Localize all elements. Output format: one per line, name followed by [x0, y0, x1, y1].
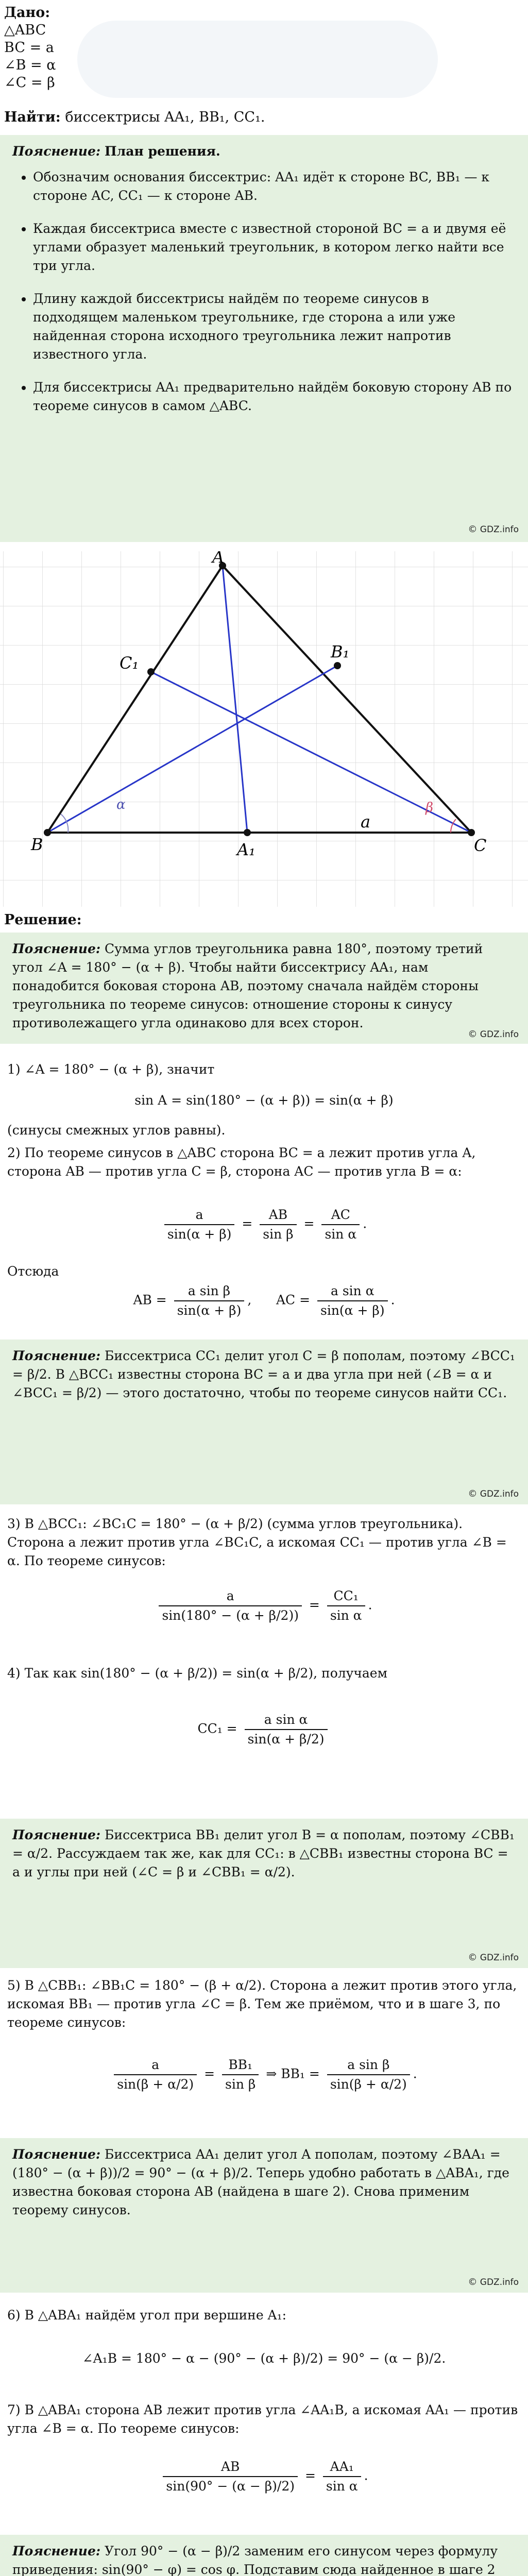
source-credit: © GDZ.info [468, 524, 519, 535]
note-box-3: Пояснение: Биссектриса BB₁ делит угол B = α пополам, поэтому ∠CBB₁ = α/2. Рассуждаем так же, как для CC₁: в △CBB₁ известны сторона BC = a и углы при ней (∠C = β и ∠CBB₁ = α/2). © GDZ.info [0, 1819, 528, 1968]
step-4: 4) Так как sin(180° − (α + β/2)) = sin(α + β/2), получаем [7, 1666, 388, 1681]
label-alpha: α [116, 797, 126, 812]
step-6: 6) В △ABA₁ найдём угол при вершине A₁: [7, 2308, 287, 2323]
formula-cc1: CC₁ = $\frac{\text{a sin α}}{\sin(\alpha + \beta/2)}$ [0, 1710, 528, 1749]
source-credit: © GDZ.info [468, 1029, 519, 1040]
header-area [0, 0, 528, 120]
triangle-figure [0, 551, 528, 907]
plan-item: • Для биссектрисы AA₁ предварительно найдём боковую сторону AB по теореме синусов в самом △ABC. [33, 378, 516, 415]
formula-sin-a: sin A = sin(180° − (α + β)) = sin(α + β) [134, 1093, 394, 1108]
note-box-2: Пояснение: Биссектриса CC₁ делит угол C = β пополам, поэтому ∠BCC₁ = β/2. В △BCC₁ известны сторона BC = a и два угла при ней (∠B = α и ∠BCC₁ = β/2) — этого достаточно, чтобы по теореме синусов найти CC₁. © GDZ.info [0, 1340, 528, 1504]
step-1: 1) ∠A = 180° − (α + β), значит [7, 1062, 215, 1077]
plan-title-rest: План решения. [105, 144, 220, 159]
plan-box [0, 135, 528, 542]
point-b1 [334, 662, 341, 669]
step-3: 3) В △BCC₁: ∠BC₁C = 180° − (α + β/2) (сумма углов треугольника). Сторона a лежит против угла ∠BC₁C, а искомая CC₁ — против угла ∠B = α. По теореме синусов: [7, 1516, 507, 1568]
step-1-note: (синусы смежных углов равны). [7, 1123, 226, 1138]
formula-step-6: ∠A₁B = 180° − α − (90° − (α + β)/2) = 90° − (α − β)/2. [82, 2351, 446, 2366]
step-2: 2) По теореме синусов в △ABC сторона BC = a лежит против угла A, сторона AB — против угла C = β, сторона AC — против угла B = α: [7, 1145, 476, 1179]
note-text: Биссектриса CC₁ делит угол C = β пополам, поэтому ∠BCC₁ = β/2. В △BCC₁ известны сторона BC = a и два угла при ней (∠B = α и ∠BCC₁ = β/2) — этого достаточно, чтобы по теореме синусов найти CC₁. [12, 1348, 515, 1400]
label-side-a: a [361, 812, 371, 832]
given-label: Дано: [4, 5, 50, 21]
watermark-logo [77, 21, 438, 98]
note-text: Сумма углов треугольника равна 180°, поэтому третий угол ∠A = 180° − (α + β). Чтобы найти биссектрису AA₁, нам понадобится боковая сторона AB, поэтому сначала найдём стороны треугольника по теореме синусов: отношение стороны к синусу противолежащего угла одинаково для всех сторон. [12, 941, 483, 1030]
formula-step-7: $\frac{AB}{\sin(90^\circ - (\alpha - \beta)/2)}$ = $\frac{\text{AA₁}}{\text{sin α}}$ . [0, 2458, 528, 2496]
point-a1 [244, 829, 251, 836]
note-text: Биссектриса BB₁ делит угол B = α пополам, поэтому ∠CBB₁ = α/2. Рассуждаем так же, как для CC₁: в △CBB₁ известны сторона BC = a и углы при ней (∠C = β и ∠CBB₁ = α/2). [12, 1827, 515, 1879]
note-title: Пояснение: [12, 941, 101, 956]
formula-ab-ac: AB = $\frac{\text{a sin β}}{\sin(\alpha + \beta)}$ , AC = $\frac{\text{a sin α}}{\sin(\alpha + \beta)}$ . [0, 1282, 528, 1320]
formula-bb1: $\frac{a}{\sin(\beta + \alpha/2)}$ = $\frac{\text{BB₁}}{\text{sin β}}$ ⇒ BB₁ = $\frac{\text{a sin β}}{\sin(\beta + \alpha/2)}$ . [0, 2056, 528, 2094]
label-c1: C₁ [120, 653, 139, 673]
plan-title: Пояснение: [12, 144, 101, 159]
label-c: C [474, 836, 487, 855]
point-c [468, 829, 475, 836]
solution-heading: Решение: [4, 912, 82, 928]
point-b [44, 829, 51, 836]
find-label: Найти: [4, 109, 61, 125]
note-box-1 [0, 933, 528, 1044]
label-b: B [31, 835, 43, 854]
plan-list [33, 168, 516, 415]
hence-text: Отсюда [7, 1264, 59, 1279]
formula-step-3: $\frac{a}{\sin(180^\circ - (\alpha + \beta/2))}$ = $\frac{\text{CC₁}}{\text{sin α}}$ . [0, 1587, 528, 1625]
step-7: 7) В △ABA₁ сторона AB лежит против угла ∠AA₁B, а искомая AA₁ — против угла ∠B = α. По теореме синусов: [7, 2402, 518, 2436]
given-line: BC = a [4, 40, 54, 56]
given-line: ∠B = α [4, 57, 56, 73]
source-credit: © GDZ.info [468, 1488, 519, 1499]
given-block [4, 4, 56, 92]
label-beta: β [425, 800, 434, 816]
note-text: Биссектриса AA₁ делит угол A пополам, поэтому ∠BAA₁ = (180° − (α + β))/2 = 90° − (α + β)/2. Теперь удобно работать в △ABA₁, где известна боковая сторона AB (найдена в шаге 2). Снова применим теорему синусов. [12, 2147, 509, 2217]
label-b1: B₁ [331, 642, 350, 662]
note-box-4: Пояснение: Биссектриса AA₁ делит угол A пополам, поэтому ∠BAA₁ = (180° − (α + β))/2 = 90° − (α + β)/2. Теперь удобно работать в △ABA₁, где известна боковая сторона AB (найдена в шаге 2). Снова применим теорему синусов. © GDZ.info [0, 2138, 528, 2293]
plan-item: • Обозначим основания биссектрис: AA₁ идёт к стороне BC, BB₁ — к стороне AC, CC₁ — к стороне AB. [33, 168, 516, 205]
plan-item: • Каждая биссектриса вместе с известной стороной BC = a и двумя её углами образует маленький треугольник, в котором легко найти все три угла. [33, 219, 516, 275]
formula-sine-law: $\frac{a}{\sin(\alpha + \beta)}$ = $\frac{AB}{\text{sin β}}$ = $\frac{AC}{\text{sin α}}$ . [0, 1206, 528, 1244]
given-line: ∠C = β [4, 75, 55, 91]
step-5: 5) В △CBB₁: ∠BB₁C = 180° − (β + α/2). Сторона a лежит против этого угла, искомая BB₁ — против угла ∠C = β. Тем же приёмом, что и в шаге 3, по теореме синусов: [7, 1978, 517, 2030]
point-c1 [147, 668, 155, 675]
note-box-5: Пояснение: Угол 90° − (α − β)/2 заменим его синусом через формулу приведения: sin(90° − φ) = cos φ. Подставим сюда найденное в шаге 2 [0, 2535, 528, 2576]
label-a1: A₁ [237, 840, 256, 859]
source-credit: © GDZ.info [468, 2277, 519, 2287]
find-line [4, 109, 265, 125]
plan-item: • Длину каждой биссектрисы найдём по теореме синусов в подходящем маленьком треугольнике, где сторона a или уже найденная сторона исходного треугольника лежит напротив известного угла. [33, 290, 516, 364]
label-a: A [212, 551, 225, 567]
source-credit: © GDZ.info [468, 1952, 519, 1963]
find-text: биссектрисы AA₁, BB₁, CC₁. [65, 109, 265, 125]
given-line: △ABC [4, 22, 46, 38]
note-text: Угол 90° − (α − β)/2 заменим его синусом через формулу приведения: sin(90° − φ) = cos φ. Подставим сюда найденное в шаге 2 [12, 2544, 498, 2576]
